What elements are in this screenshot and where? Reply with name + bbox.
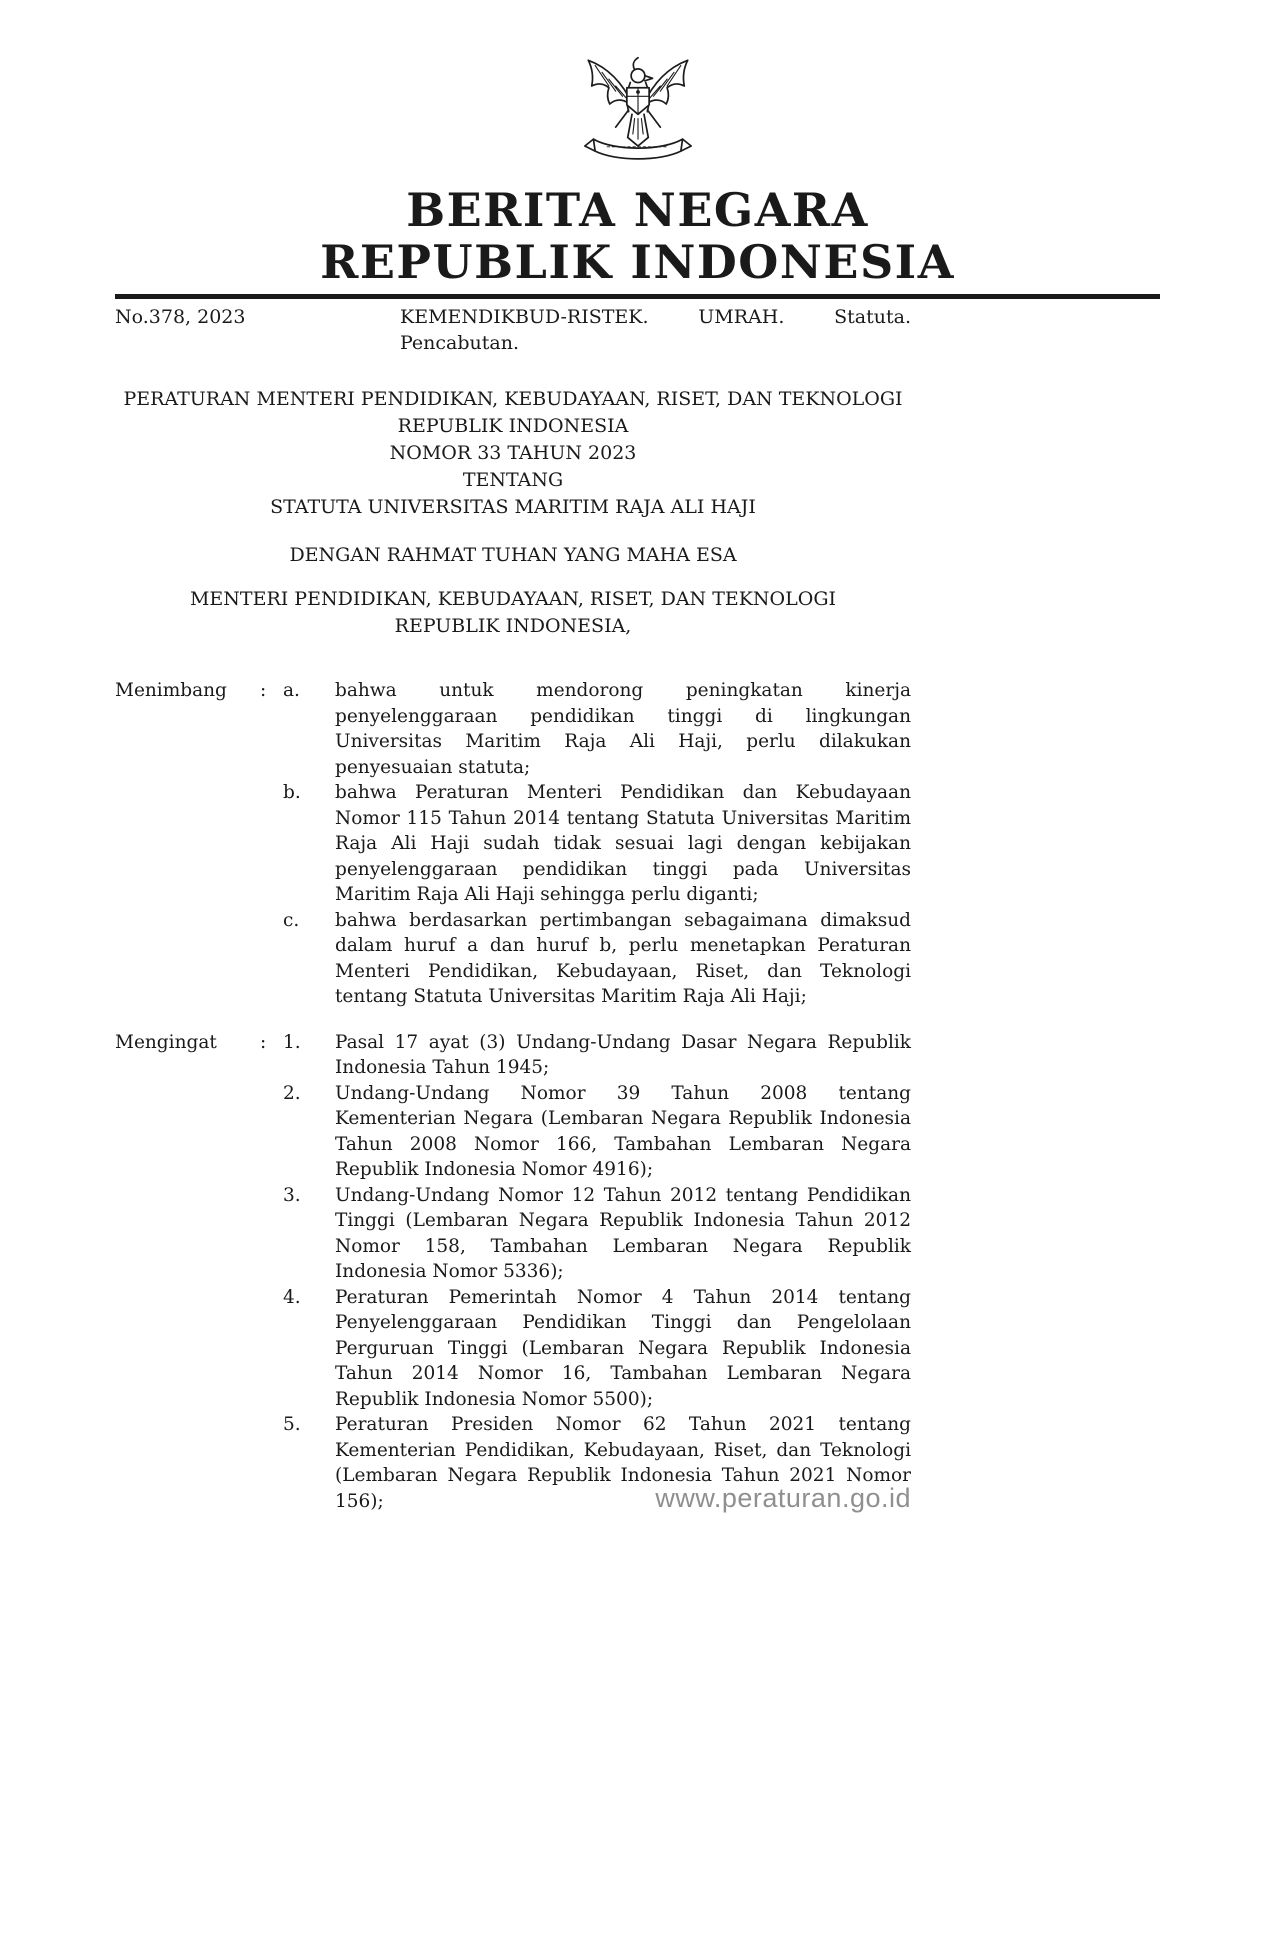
regulation-subject-line: STATUTA UNIVERSITAS MARITIM RAJA ALI HAJI: [270, 496, 756, 518]
emblem-container: [0, 0, 1275, 174]
gazette-title-line-1: BERITA NEGARA: [406, 183, 869, 237]
subject-block: [400, 304, 911, 356]
item-text: bahwa Peraturan Menteri Pendidikan dan Kebudayaan Nomor 115 Tahun 2014 tentang Statuta Universitas Maritim Raja Ali Haji sudah tidak sesuai lagi dengan kebijakan penyelenggaraan pendidikan tinggi pada Universitas Maritim Raja Ali Haji sehingga perlu diganti;: [335, 782, 911, 905]
mengingat-colon: :: [260, 1031, 267, 1053]
mengingat-label: Mengingat: [115, 1031, 217, 1053]
peraturan-watermark: www.peraturan.go.id: [655, 1483, 911, 1513]
item-text: Peraturan Presiden Nomor 62 Tahun 2021 tentang Kementerian Pendidikan, Kebudayaan, Riset, dan Teknologi (Lembaran Negara Republik Indonesia Tahun 2021 Nomor 156);: [335, 1414, 911, 1512]
regulation-tentang-line: TENTANG: [462, 469, 564, 491]
gazette-title-line-2: REPUBLIK INDONESIA: [320, 235, 955, 289]
menimbang-items: [283, 678, 911, 1010]
menimbang-label: Menimbang: [115, 680, 227, 701]
garuda-pancasila-emblem: [578, 38, 698, 174]
issue-number: No.378, 2023: [115, 306, 246, 328]
menimbang-item: [283, 780, 911, 908]
item-text: Undang-Undang Nomor 12 Tahun 2012 tentang Pendidikan Tinggi (Lembaran Negara Republik Indonesia Tahun 2012 Nomor 158, Tambahan Lembaran Negara Republik Indonesia Nomor 5336);: [335, 1184, 911, 1282]
authority-block: [115, 586, 911, 640]
mengingat-items: [283, 1030, 911, 1515]
subject-keyword: Pencabutan.: [400, 332, 520, 354]
item-marker: 1.: [283, 1031, 301, 1053]
item-marker: 3.: [283, 1184, 301, 1206]
subject-keywords-row: [400, 304, 911, 330]
mengingat-item: [283, 1081, 911, 1183]
menimbang-item: [283, 908, 911, 1010]
item-marker: b.: [283, 782, 301, 803]
regulation-title-block: [115, 386, 911, 521]
mengingat-item: [283, 1285, 911, 1413]
item-text: Undang-Undang Nomor 39 Tahun 2008 tentang Kementerian Negara (Lembaran Negara Republik Indonesia Tahun 2008 Nomor 166, Tambahan Lembaran Negara Republik Indonesia Nomor 4916);: [335, 1082, 911, 1180]
mengingat-section: [115, 1030, 911, 1515]
regulation-title-line: PERATURAN MENTERI PENDIDIKAN, KEBUDAYAAN, RISET, DAN TEKNOLOGI: [123, 388, 903, 410]
item-marker: a.: [283, 680, 300, 701]
subject-keyword: Statuta.: [834, 306, 911, 328]
menimbang-section: [115, 678, 911, 1010]
item-marker: 5.: [283, 1414, 301, 1435]
item-text: Pasal 17 ayat (3) Undang-Undang Dasar Negara Republik Indonesia Tahun 1945;: [335, 1031, 911, 1078]
regulation-number-line: NOMOR 33 TAHUN 2023: [389, 442, 637, 464]
item-text: bahwa untuk mendorong peningkatan kinerja penyelenggaraan pendidikan tinggi di lingkungan Universitas Maritim Raja Ali Haji, perlu dilakukan penyesuaian statuta;: [335, 680, 911, 778]
item-marker: 4.: [283, 1286, 301, 1308]
item-text: bahwa berdasarkan pertimbangan sebagaimana dimaksud dalam huruf a dan huruf b, perlu menetapkan Peraturan Menteri Pendidikan, Kebudayaan, Riset, dan Teknologi tentang Statuta Universitas Maritim Raja Ali Haji;: [335, 909, 911, 1007]
issue-row: [115, 304, 911, 356]
regulation-title-line: REPUBLIK INDONESIA: [397, 415, 629, 437]
masthead-rule: [115, 294, 1160, 299]
menimbang-item: [283, 678, 911, 780]
item-marker: 2.: [283, 1082, 301, 1104]
authority-line-2: REPUBLIK INDONESIA,: [394, 615, 632, 637]
item-text: Peraturan Pemerintah Nomor 4 Tahun 2014 tentang Penyelenggaraan Pendidikan Tinggi dan Pengelolaan Perguruan Tinggi (Lembaran Negara Republik Indonesia Tahun 2014 Nomor 16, Tambahan Lembaran Negara Republik Indonesia Nomor 5500);: [335, 1286, 911, 1410]
mengingat-item: [283, 1030, 911, 1081]
subject-keyword: UMRAH.: [698, 306, 785, 328]
menimbang-colon: :: [260, 680, 267, 701]
mengingat-item: [283, 1183, 911, 1285]
invocation-line: DENGAN RAHMAT TUHAN YANG MAHA ESA: [289, 544, 737, 566]
authority-line-1: MENTERI PENDIDIKAN, KEBUDAYAAN, RISET, DAN TEKNOLOGI: [189, 588, 837, 610]
item-marker: c.: [283, 909, 300, 931]
subject-keyword: KEMENDIKBUD-RISTEK.: [400, 306, 649, 328]
gazette-masthead: [0, 184, 1275, 288]
